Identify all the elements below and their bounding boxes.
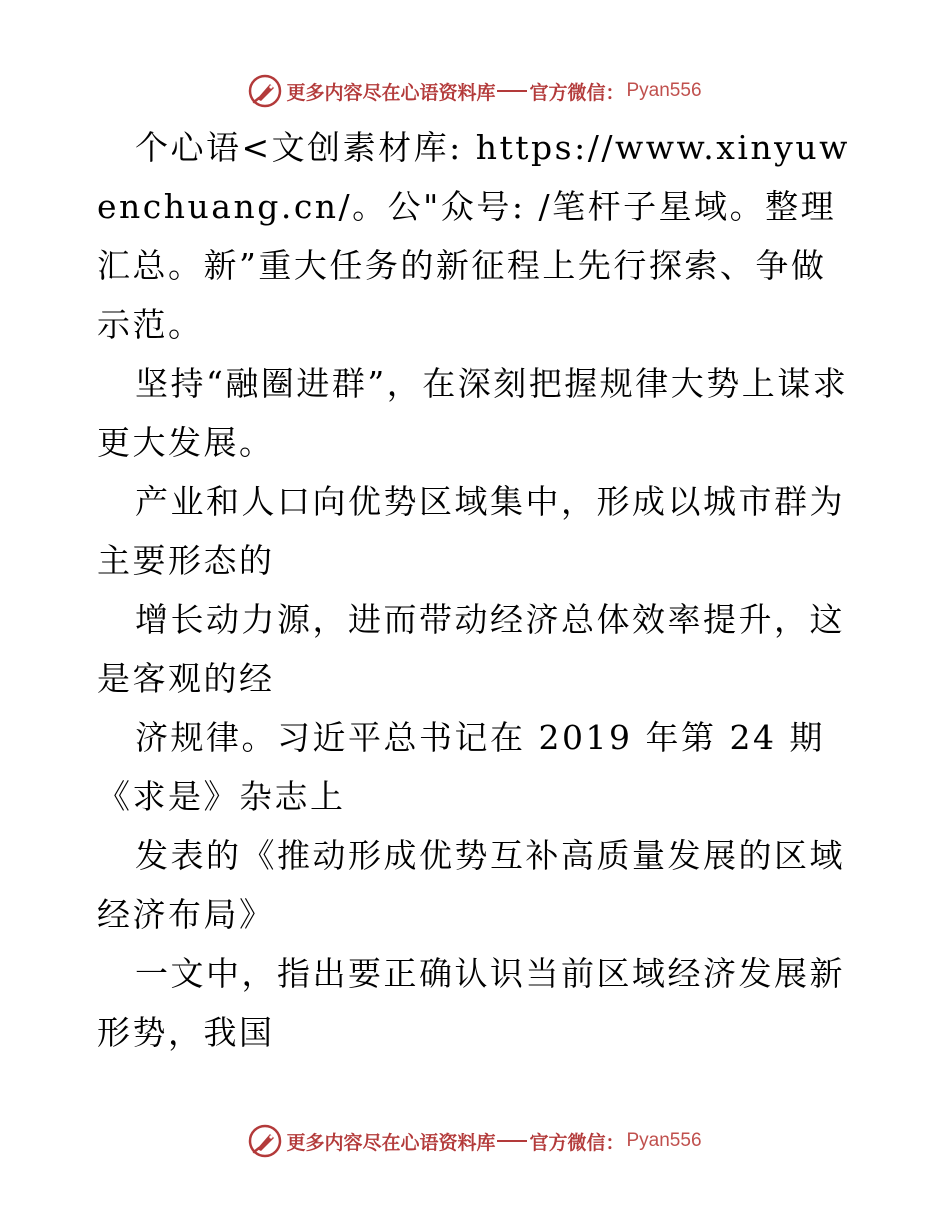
header-banner-title: 更多内容尽在心语资料库 [286, 81, 496, 104]
paragraph-6: 发表的《推动形成优势互补高质量发展的区域经济布局》 [97, 836, 845, 934]
header-banner-wechat-id: Pyan556 [626, 80, 702, 101]
paragraph-3: 产业和人口向优势区域集中，形成以城市群为主要形态的 [97, 482, 845, 580]
paragraph-7: 一文中，指出要正确认识当前区域经济发展新形势，我国 [97, 954, 845, 1052]
pen-nib-logo-icon [248, 74, 282, 108]
footer-banner-wechat-id: Pyan556 [626, 1130, 702, 1151]
footer-banner-dash [495, 1130, 529, 1152]
header-banner [0, 71, 950, 111]
footer-banner-inner [248, 1124, 701, 1158]
paragraph-4: 增长动力源，进而带动经济总体效率提升，这是客观的经 [97, 600, 845, 698]
header-banner-wechat-label: 官方微信： [529, 81, 625, 104]
header-banner-inner [248, 74, 701, 108]
pen-nib-logo-icon [248, 1124, 282, 1158]
document-body [97, 118, 857, 1062]
paragraph-2: 坚持“融圈进群”，在深刻把握规律大势上谋求更大发展。 [97, 364, 849, 462]
footer-banner-wechat-label: 官方微信： [529, 1131, 625, 1154]
footer-banner [0, 1121, 950, 1161]
header-banner-dash [495, 80, 529, 102]
paragraph-1: 个心语<文创素材库: https://www.xinyuwenchuang.cn/。公"众号: /笔杆子星域。整理汇总。新”重大任务的新征程上先行探索、争做示范。 [97, 128, 850, 344]
footer-banner-title: 更多内容尽在心语资料库 [286, 1131, 496, 1154]
paragraph-5: 济规律。习近平总书记在 2019 年第 24 期《求是》杂志上 [97, 718, 825, 816]
